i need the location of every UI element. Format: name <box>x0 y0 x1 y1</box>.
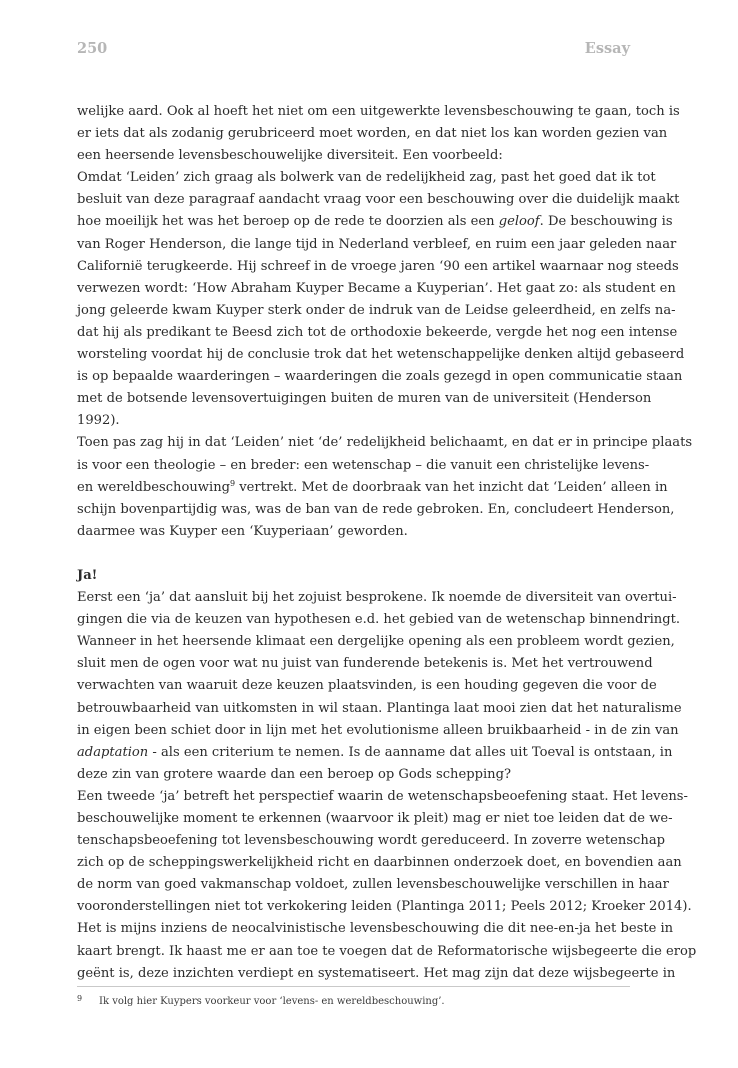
text-line: schijn bovenpartijdig was, was de ban van de rede gebroken. En, concludeert Henderson, <box>77 501 675 517</box>
section-heading: Ja! <box>77 567 98 583</box>
text-line: Het is mijns inziens de neocalvinistische levensbeschouwing die dit nee-en-ja het beste in <box>77 921 674 937</box>
text-line: hoe moeilijk het was het beroep op de rede te doorzien als een geloof. De beschouwing is <box>77 214 673 230</box>
text-line: Toen pas zag hij in dat ‘Leiden’ niet ‘de’ redelijkheid belichaamt, en dat er in principe plaats <box>77 435 693 451</box>
text-line: in eigen been schiet door in lijn met het evolutionisme alleen bruikbaarheid - in de zin van <box>77 722 679 738</box>
text-line: kaart brengt. Ik haast me er aan toe te voegen dat de Reformatorische wijsbegeerte die erop <box>77 943 697 959</box>
footnote-divider <box>77 986 630 987</box>
emphasis-geloof: geloof <box>498 214 540 230</box>
text-line: verwachten van waaruit deze keuzen plaatsvinden, is een houding gegeven die voor de <box>77 678 657 694</box>
text-line: adaptation - als een criterium te nemen. Is de aanname dat alles uit Toeval is ontstaan, in <box>77 744 673 760</box>
running-head-title: Essay <box>584 40 630 57</box>
text-line: besluit van deze paragraaf aandacht vraag voor een beschouwing over die duidelijk maakt <box>77 192 680 208</box>
text-line: worsteling voordat hij de conclusie trok dat het wetenschappelijke denken altijd gebaseerd <box>77 347 685 363</box>
text-line: een heersende levensbeschouwelijke diversiteit. Een voorbeeld: <box>77 148 503 164</box>
text-line: en wereldbeschouwing$^9$ vertrekt. Met de doorbraak van het inzicht dat ‘Leiden’ alleen in <box>77 478 668 495</box>
emphasis-adaptation: adaptation <box>77 744 149 760</box>
text-line: er iets dat als zodanig gerubriceerd moet worden, en dat niet los kan worden gezien van <box>77 126 668 142</box>
page-number: 250 <box>77 40 108 57</box>
text-line: beschouwelijke moment te erkennen (waarvoor ik pleit) mag er niet toe leiden dat de we- <box>77 811 673 826</box>
text-line: daarmee was Kuyper een ‘Kuyperiaan’ geworden. <box>77 523 408 539</box>
text-line: jong geleerde kwam Kuyper sterk onder de indruk van de Leidse geleerdheid, en zelfs na- <box>77 302 676 318</box>
text-line: vooronderstellingen niet tot verkokering leiden (Plantinga 2011; Peels 2012; Kroeker 2014). <box>77 899 692 915</box>
text-line: welijke aard. Ook al hoeft het niet om een uitgewerkte levensbeschouwing te gaan, toch is <box>77 104 680 119</box>
text-line: gingen die via de keuzen van hypothesen e.d. het gebied van de wetenschap binnendringt. <box>77 612 681 628</box>
footnote-reference[interactable]: 9 <box>230 478 236 488</box>
text-line: tenschapsbeoefening tot levensbeschouwing wordt gereduceerd. In zoverre wetenschap <box>77 833 666 849</box>
text-line: van Roger Henderson, die lange tijd in Nederland verbleef, en ruim een jaar geleden naar <box>77 236 677 252</box>
text-line: Een tweede ‘ja’ betreft het perspectief waarin de wetenschapsbeoefening staat. Het levens- <box>77 788 688 804</box>
text-line: dat hij als predikant te Beesd zich tot de orthodoxie bekeerde, vergde het nog een intense <box>77 324 678 340</box>
text-line: Omdat ‘Leiden’ zich graag als bolwerk van de redelijkheid zag, past het goed dat ik tot <box>77 170 656 186</box>
text-line: de norm van goed vakmanschap voldoet, zullen levensbeschouwelijke verschillen in haar <box>77 877 669 893</box>
text-line: is op bepaalde waarderingen – waarderingen die zoals gezegd in open communicatie staan <box>77 369 683 385</box>
text-line: Californië terugkeerde. Hij schreef in de vroege jaren ‘90 een artikel waarnaar nog steeds <box>77 258 679 274</box>
text-line: verwezen wordt: ‘How Abraham Kuyper Became a Kuyperian’. Het gaat zo: als student en <box>77 280 676 296</box>
footnote <box>77 994 445 1007</box>
text-line: betrouwbaarheid van uitkomsten in wil staan. Plantinga laat mooi zien dat het naturalisme <box>77 700 682 716</box>
text-line: sluit men de ogen voor wat nu juist van funderende betekenis is. Met het vertrouwend <box>77 656 653 672</box>
text-line: 1992). <box>77 413 120 429</box>
text-line: deze zin van grotere waarde dan een beroep op Gods schepping? <box>77 766 511 782</box>
body-text <box>77 101 697 985</box>
text-line: geënt is, deze inzichten verdiept en systematiseert. Het mag zijn dat deze wijsbegeerte in <box>77 965 676 981</box>
text-line: Wanneer in het heersende klimaat een dergelijke opening als een probleem wordt gezien, <box>77 634 675 650</box>
footnote-text: Ik volg hier Kuypers voorkeur voor ‘levens- en wereldbeschouwing’. <box>99 996 445 1007</box>
text-line: Eerst een ‘ja’ dat aansluit bij het zojuist besprokene. Ik noemde de diversiteit van overtui- <box>77 590 677 606</box>
text-line: is voor een theologie – en breder: een wetenschap – die vanuit een christelijke levens- <box>77 457 650 473</box>
text-line: zich op de scheppingswerkelijkheid richt en daarbinnen onderzoek doet, en bovendien aan <box>77 855 682 871</box>
text-line: met de botsende levensovertuigingen buiten de muren van de universiteit (Henderson <box>77 391 652 407</box>
running-header <box>77 40 630 62</box>
footnote-mark: 9 <box>77 994 83 1003</box>
